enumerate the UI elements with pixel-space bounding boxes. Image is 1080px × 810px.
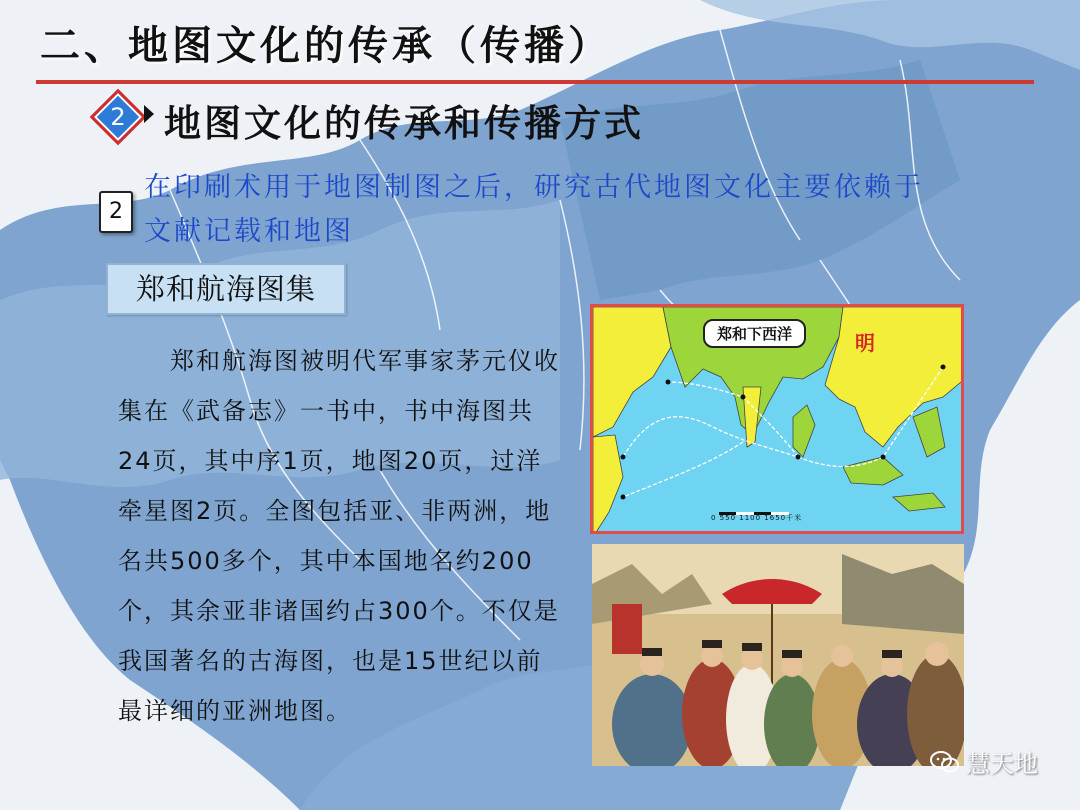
body-paragraph: 郑和航海图被明代军事家茅元仪收集在《武备志》一书中，书中海图共24页，其中序1页，地图20页，过洋牵星图2页。全图包括亚、非两洲，地名共500多个，其中本国地名约200个，其余亚非诸国约占300个。不仅是我国著名的古海图，也是15世纪以前最详细的亚洲地图。 [118,347,560,725]
point-number-box: 2 [99,191,133,233]
map-scale-label: 0 550 1100 1650千米 [711,514,803,522]
title-underline [36,80,1034,84]
zheng-he-voyage-map [590,304,964,534]
painting-drawing [592,544,964,766]
page-title: 二、地图文化的传承（传播） [40,22,612,69]
voyage-illustration-painting [592,544,964,766]
section-label-box [106,263,346,315]
arrow-right-icon [144,105,154,123]
wechat-icon [930,750,960,774]
diamond-number-label: 2 [110,103,126,131]
watermark-text: 慧天地 [966,750,1038,778]
voyage-map-title: 郑和下西洋 [703,319,806,348]
point-text: 在印刷术用于地图制图之后，研究古代地图文化主要依赖于文献记载和地图 [144,172,924,247]
ming-dynasty-label: 明 [855,331,875,355]
subheading-text: 地图文化的传承和传播方式 [164,101,644,145]
section-label: 郑和航海图集 [135,272,316,306]
